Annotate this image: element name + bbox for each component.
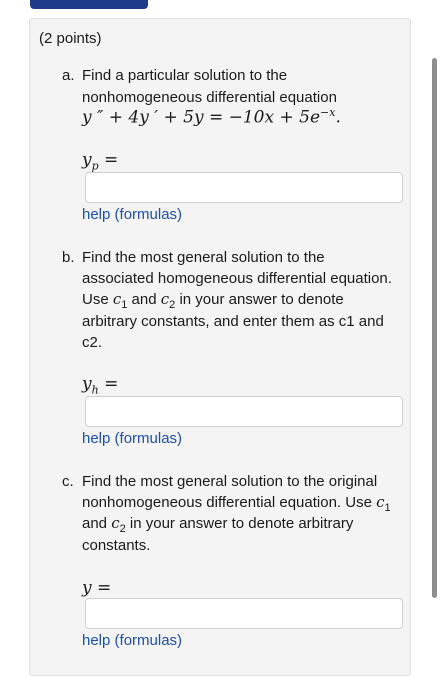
- part-b-line-1: Find the most general solution to the: [82, 249, 325, 266]
- part-a-equation: [82, 106, 341, 128]
- y-label: [82, 578, 111, 598]
- y-equals: =: [91, 578, 112, 598]
- yp-label: [82, 150, 118, 172]
- part-c-line-4: constants.: [82, 537, 151, 554]
- top-nav-button[interactable]: [30, 0, 148, 9]
- c2-sub: 2: [119, 523, 126, 535]
- line3-post: in your answer to denote: [175, 291, 344, 308]
- equation-exponent: −x: [320, 106, 336, 119]
- part-b-line-4: arbitrary constants, and enter them as c1 and: [82, 313, 384, 330]
- line3-pre: Use: [82, 291, 113, 308]
- c1-sub: 1: [384, 502, 391, 514]
- yp-subscript: p: [91, 159, 99, 173]
- help-formulas-link-a[interactable]: help (formulas): [82, 206, 183, 223]
- points-label: (2 points): [39, 30, 102, 47]
- y-var: y: [82, 578, 92, 598]
- y-answer-input[interactable]: [85, 598, 403, 629]
- line3-pre: and: [82, 515, 112, 532]
- yh-subscript: h: [91, 383, 99, 397]
- part-c-line-1: Find the most general solution to the original: [82, 473, 378, 490]
- part-b-marker: b.: [62, 249, 75, 266]
- part-a-line-1: Find a particular solution to the: [82, 67, 288, 84]
- c1-var: c: [376, 493, 385, 511]
- part-c-marker: c.: [62, 473, 74, 490]
- c2-sub: 2: [169, 299, 176, 311]
- equation-end: .: [335, 107, 341, 128]
- part-a-line-2: nonhomogeneous differential equation: [82, 89, 337, 106]
- yh-var: y: [82, 374, 92, 394]
- line3-post: in your answer to denote arbitrary: [125, 515, 354, 532]
- help-formulas-link-b[interactable]: help (formulas): [82, 430, 183, 447]
- part-a-marker: a.: [62, 67, 75, 84]
- c1-var: c: [112, 290, 122, 308]
- c2-var: c: [111, 514, 120, 532]
- line3-mid: and: [127, 291, 161, 308]
- equation-main: y ″ + 4y ′ + 5y = −10x + 5e: [82, 107, 321, 128]
- part-b-line-2: associated homogeneous differential equation.: [82, 270, 392, 287]
- yh-label: [82, 374, 118, 396]
- scrollbar[interactable]: [432, 58, 437, 598]
- c1-sub: 1: [121, 299, 128, 311]
- help-formulas-link-c[interactable]: help (formulas): [82, 632, 183, 649]
- line2-pre: nonhomogeneous differential equation. Use: [82, 494, 377, 511]
- c2-var: c: [160, 290, 170, 308]
- yh-answer-input[interactable]: [85, 396, 403, 427]
- yp-var: y: [82, 150, 92, 170]
- yp-equals: =: [98, 150, 119, 170]
- part-b-line-5: c2.: [82, 334, 103, 351]
- yp-answer-input[interactable]: [85, 172, 403, 203]
- yh-equals: =: [98, 374, 119, 394]
